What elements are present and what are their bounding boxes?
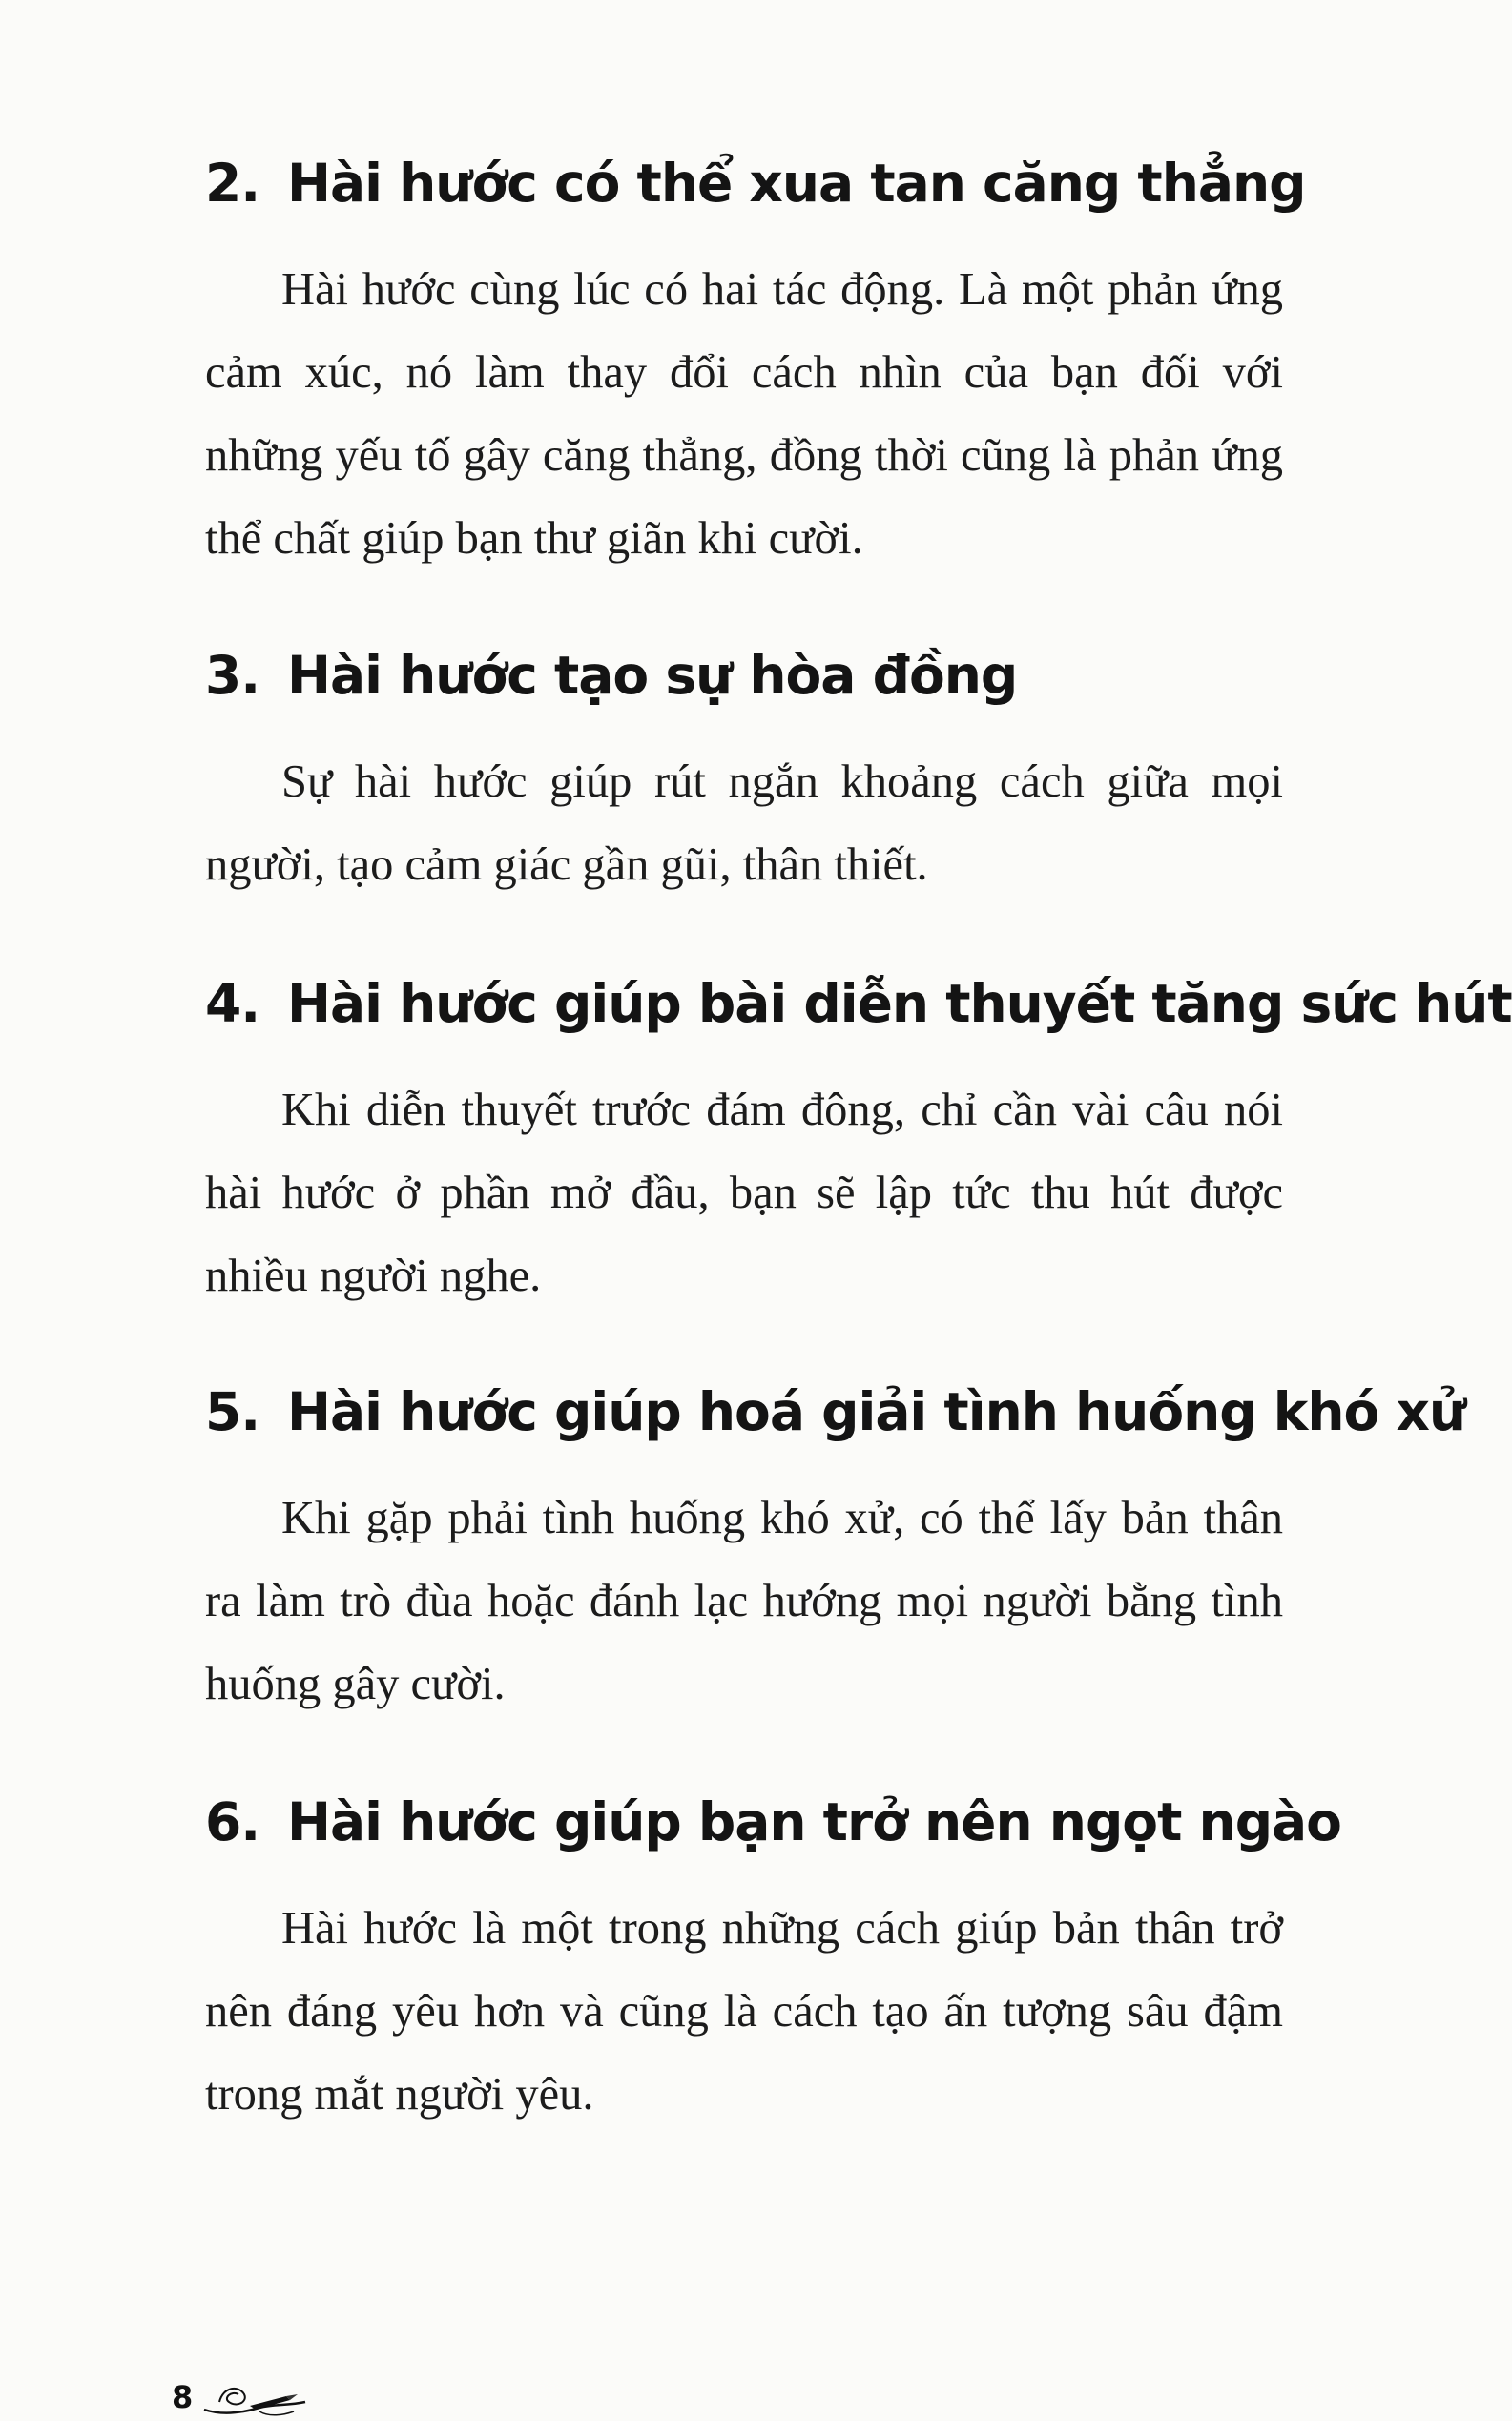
section-2	[205, 153, 1306, 580]
section-number: 6.	[205, 1791, 260, 1852]
section-number: 4.	[205, 973, 260, 1034]
section-paragraph: Khi diễn thuyết trước đám đông, chỉ cần vài câu nói hài hước ở phần mở đầu, bạn sẽ lập tức thu hút được nhiều người nghe.	[205, 1085, 1283, 1301]
section-title: Hài hước giúp bạn trở nên ngọt ngào	[287, 1791, 1341, 1852]
section-5	[205, 1381, 1466, 1726]
section-title: Hài hước tạo sự hòa đồng	[287, 645, 1018, 706]
section-3	[205, 645, 1283, 906]
section-6	[205, 1791, 1341, 2136]
page-number: 8	[172, 2379, 194, 2415]
section-4	[205, 973, 1512, 1317]
section-number: 2.	[205, 153, 260, 214]
section-title: Hài hước giúp hoá giải tình huống khó xử	[287, 1381, 1466, 1442]
section-heading	[205, 1791, 1341, 1852]
section-heading	[205, 153, 1306, 214]
pen-flourish-icon	[202, 2373, 307, 2421]
section-heading	[205, 973, 1512, 1034]
section-heading	[205, 645, 1283, 706]
section-paragraph: Hài hước là một trong những cách giúp bản thân trở nên đáng yêu hơn và cũng là cách tạo ấn tượng sâu đậm trong mắt người yêu.	[205, 1903, 1283, 2120]
section-title: Hài hước có thể xua tan căng thẳng	[287, 153, 1306, 214]
section-paragraph: Sự hài hước giúp rút ngắn khoảng cách giữa mọi người, tạo cảm giác gần gũi, thân thiết.	[205, 756, 1283, 890]
section-paragraph: Khi gặp phải tình huống khó xử, có thể lấy bản thân ra làm trò đùa hoặc đánh lạc hướng mọi người bằng tình huống gây cười.	[205, 1493, 1283, 1709]
section-heading	[205, 1381, 1466, 1442]
section-number: 3.	[205, 645, 260, 706]
section-paragraph: Hài hước cùng lúc có hai tác động. Là một phản ứng cảm xúc, nó làm thay đổi cách nhìn của bạn đối với những yếu tố gây căng thẳng, đồng thời cũng là phản ứng thể chất giúp bạn thư giãn khi cười.	[205, 264, 1283, 564]
section-title: Hài hước giúp bài diễn thuyết tăng sức hút	[287, 973, 1512, 1034]
section-number: 5.	[205, 1381, 260, 1442]
page-footer	[172, 2373, 307, 2421]
